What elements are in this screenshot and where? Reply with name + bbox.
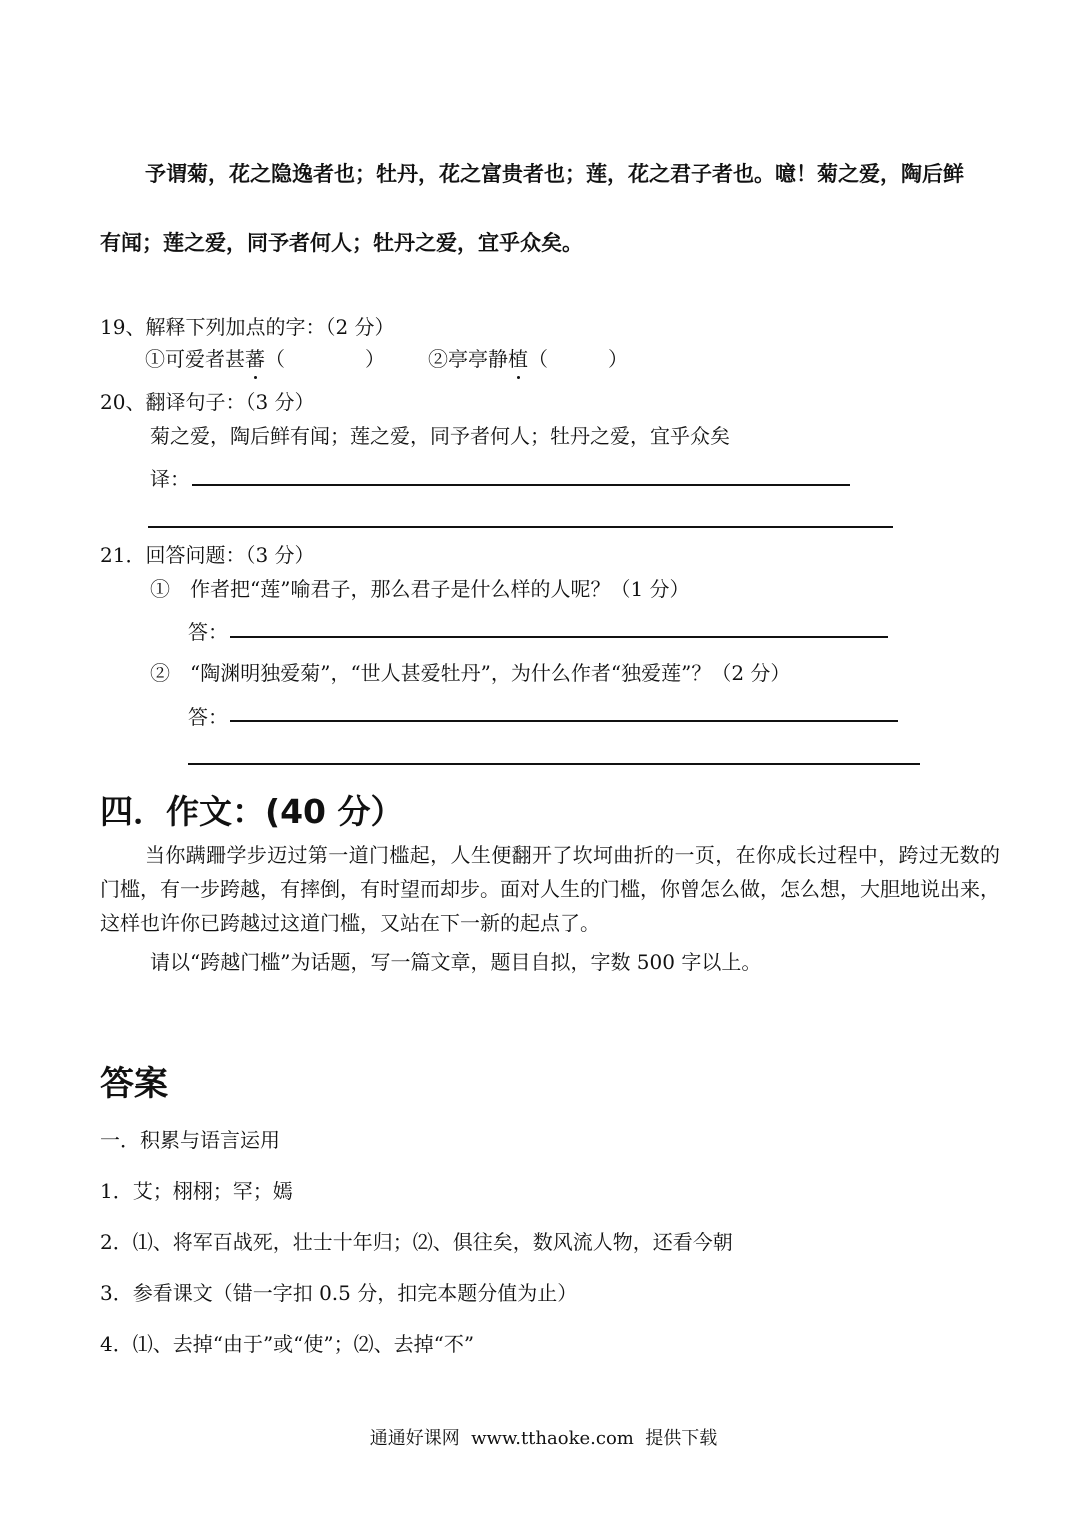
q21-sub-1-answer-line[interactable] — [230, 636, 888, 638]
q19-title: 19、解释下列加点的字：（2 分） — [100, 315, 395, 339]
passage-line-1: 予谓菊，花之隐逸者也；牡丹，花之富贵者也；莲，花之君子者也。噫！菊之爱，陶后鲜 — [145, 162, 964, 186]
q19-item-1-pre: ①可爱者甚 — [145, 347, 245, 371]
q19-item-2 — [428, 343, 628, 372]
passage-line-2: 有闻；莲之爱，同予者何人；牡丹之爱，宜乎众矣。 — [100, 231, 583, 255]
answer-3: 3．参看课文（错一字扣 0.5 分，扣完本题分值为止） — [100, 1281, 578, 1305]
q19-item-2-blank: （ ） — [528, 347, 628, 371]
answers-heading: 答案 — [100, 1064, 168, 1104]
q21-sub-1: ① 作者把“莲”喻君子，那么君子是什么样的人呢？（1 分） — [150, 577, 690, 601]
q19-item-2-dotted-char: 植 — [508, 343, 528, 372]
page-footer: 通通好课网 www.tthaoke.com 提供下载 — [369, 1428, 718, 1449]
q19-item-1-dotted-char: 蕃 — [245, 343, 265, 372]
answer-2: 2．⑴、将军百战死，壮士十年归；⑵、俱往矣，数风流人物，还看今朝 — [100, 1230, 733, 1254]
answers-section-title: 一．积累与语言运用 — [100, 1128, 280, 1152]
section-4-paragraph: 当你蹒跚学步迈过第一道门槛起，人生便翻开了坎坷曲折的一页，在你成长过程中，跨过无数的门槛，有一步跨越，有摔倒，有时望而却步。面对人生的门槛，你曾怎么做，怎么想，大胆地说出来，这样也许你已跨越过这道门槛，又站在下一新的起点了。 — [100, 843, 1000, 935]
q19-item-1-blank: （ ） — [265, 347, 385, 371]
q20-answer-line-1[interactable] — [192, 484, 850, 486]
answer-1: 1．艾；栩栩；罕；嫣 — [100, 1179, 293, 1203]
q20-answer-label: 译： — [150, 467, 190, 491]
q20-answer-line-2[interactable] — [148, 526, 893, 528]
q21-sub-2-answer-line-1[interactable] — [230, 720, 898, 722]
q21-title: 21．回答问题：（3 分） — [100, 543, 315, 567]
q21-sub-2-answer-line-2[interactable] — [188, 763, 920, 765]
q20-title: 20、翻译句子：（3 分） — [100, 390, 315, 414]
q21-sub-2-label: 答： — [188, 705, 228, 729]
section-4-prompt: 请以“跨越门槛”为话题，写一篇文章，题目自拟，字数 500 字以上。 — [150, 950, 762, 974]
q21-sub-1-label: 答： — [188, 620, 228, 644]
q20-sentence: 菊之爱，陶后鲜有闻；莲之爱，同予者何人；牡丹之爱，宜乎众矣 — [150, 424, 730, 448]
q21-sub-2: ② “陶渊明独爱菊”，“世人甚爱牡丹”，为什么作者“独爱莲”？（2 分） — [150, 661, 791, 685]
q19-item-1 — [145, 343, 385, 372]
section-4-heading: 四．作文：(40 分） — [100, 792, 404, 831]
q19-item-2-pre: ②亭亭静 — [428, 347, 508, 371]
answer-4: 4．⑴、去掉“由于”或“使”；⑵、去掉“不” — [100, 1332, 475, 1356]
